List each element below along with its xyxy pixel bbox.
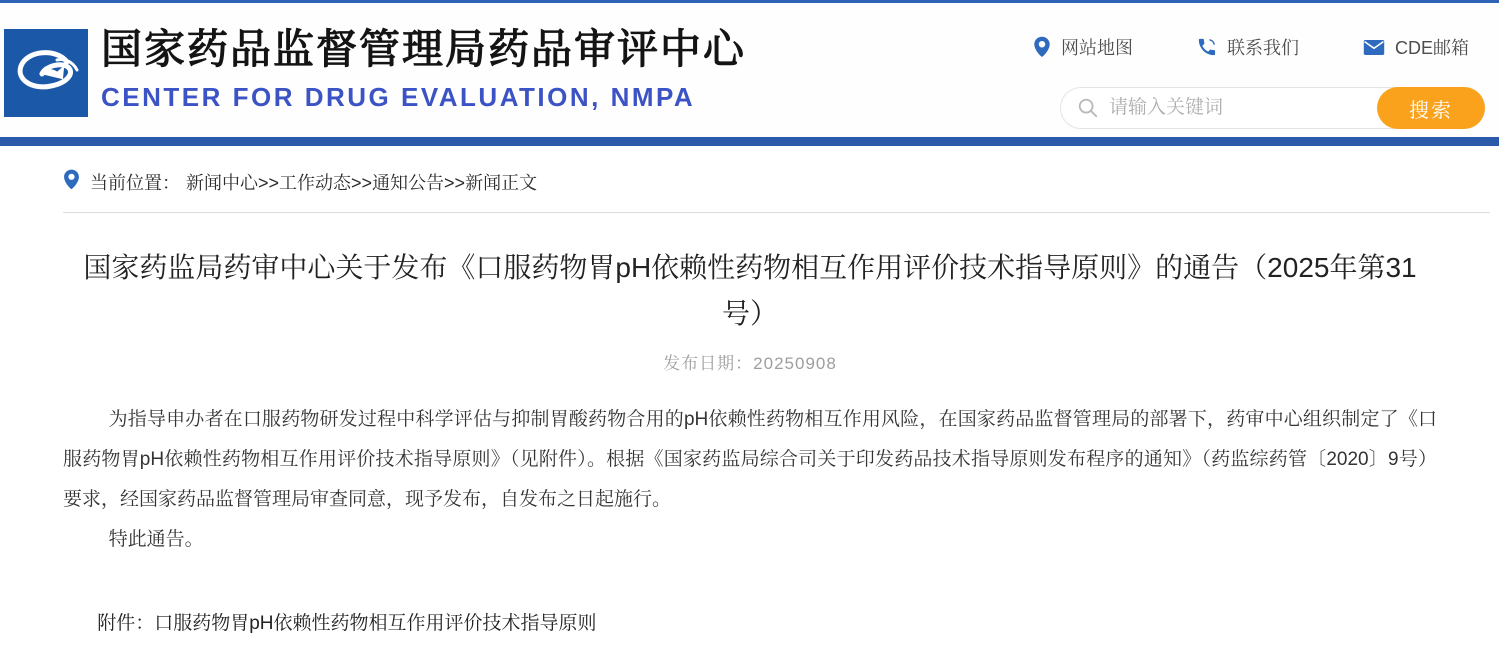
header-quick-links — [1033, 34, 1469, 60]
publish-date: 发布日期：20250908 — [663, 354, 837, 373]
site-header — [0, 3, 1499, 137]
fish-swoosh-icon — [11, 40, 81, 107]
cde-logo[interactable] — [4, 29, 88, 117]
site-title-block — [101, 25, 746, 113]
main-content — [0, 146, 1499, 635]
quick-link-contact[interactable] — [1197, 34, 1299, 60]
phone-icon — [1197, 37, 1217, 57]
search-input[interactable] — [1099, 97, 1377, 119]
quick-link-label: CDE邮箱 — [1394, 38, 1469, 58]
article-body — [63, 400, 1437, 560]
location-pin-icon — [1033, 36, 1051, 58]
attachment-line — [63, 608, 1437, 635]
envelope-icon — [1363, 39, 1385, 56]
breadcrumb-path[interactable]: 新闻中心>>工作动态>>通知公告>>新闻正文 — [186, 173, 538, 193]
header-divider-bar — [0, 137, 1499, 146]
search-icon — [1077, 97, 1099, 119]
breadcrumb — [63, 146, 1490, 213]
quick-link-mail[interactable] — [1363, 34, 1469, 60]
site-subtitle: CENTER FOR DRUG EVALUATION, NMPA — [101, 82, 696, 112]
quick-link-label: 网站地图 — [1060, 38, 1133, 58]
article — [63, 245, 1437, 635]
search-bar — [1060, 87, 1485, 129]
article-paragraph: 特此通告。 — [108, 529, 204, 550]
site-title: 国家药品监督管理局药品审评中心 — [101, 26, 746, 72]
breadcrumb-prefix: 当前位置： — [90, 173, 180, 193]
attachment-link[interactable]: 口服药物胃pH依赖性药物相互作用评价技术指导原则 — [154, 613, 597, 634]
quick-link-sitemap[interactable] — [1033, 34, 1133, 60]
location-pin-icon — [63, 168, 80, 196]
article-paragraph: 为指导申办者在口服药物研发过程中科学评估与抑制胃酸药物合用的pH依赖性药物相互作用风险，在国家药品监督管理局的部署下，药审中心组织制定了《口服药物胃pH依赖性药物相互作用评价技术指导原则》（见附件）。根据《国家药监局综合司关于印发药品技术指导原则发布程序的通知》（药监综药管〔2020〕9号）要求，经国家药品监督管理局审查同意，现予发布，自发布之日起施行。 — [63, 409, 1437, 510]
article-title: 国家药监局药审中心关于发布《口服药物胃pH依赖性药物相互作用评价技术指导原则》的通告（2025年第31号） — [83, 252, 1417, 329]
search-button[interactable]: 搜索 — [1377, 87, 1485, 129]
quick-link-label: 联系我们 — [1226, 38, 1299, 58]
attachment-label: 附件： — [97, 613, 155, 634]
